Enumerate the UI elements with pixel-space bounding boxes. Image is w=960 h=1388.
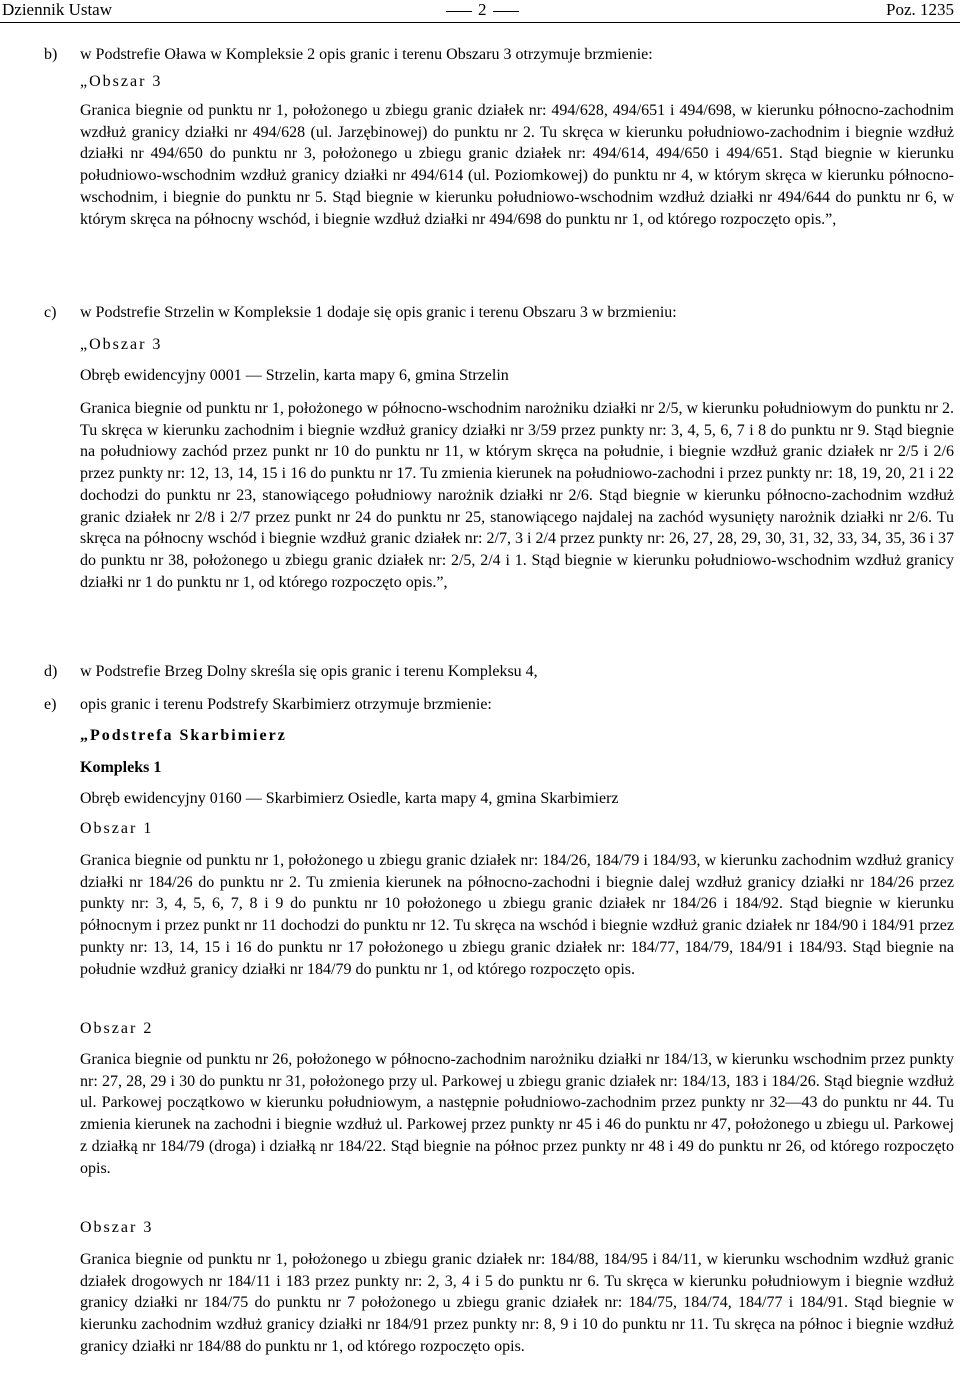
area-1-paragraph: Granica biegnie od punktu nr 1, położonego u zbiegu granic działek nr: 184/26, 184/79 i 184/93, w kierunku zachodnim wzdłuż granicy działki nr 184/26 do punktu nr 2. Tu zmienia kierunek na północno-zachodni i biegnie dalej wzdłuż granicy działki nr 184/26 przez punkty nr: 3, 4, 5, 6, 7, 8 i 9 do punktu nr 10 położonego u zbiegu granic działek nr 184/26 i 184/92. Stąd biegnie w kierunku północnym i przez punkt nr 11 dochodzi do punktu nr 12. Tu skręca na wschód i biegnie wzdłuż granic działek nr 184/90 i 184/91 przez punkty nr: 13, 14, 15 i 16 do punktu nr 17 położonego u zbiegu granic działek nr: 184/77, 184/79, 184/91 i 184/93. Stąd biegnie na południe wzdłuż granicy działki nr 184/79 do punktu nr 1, od którego rozpoczęto opis. (80, 852, 954, 978)
item-e-precinct: Obręb ewidencyjny 0160 — Skarbimierz Osiedle, karta mapy 4, gmina Skarbimierz (80, 790, 619, 807)
item-e-heading: „Podstrefa Skarbimierz (80, 727, 287, 744)
item-e-marker: e) (44, 696, 57, 713)
item-b-heading: „Obszar 3 (80, 73, 163, 90)
item-b-marker: b) (44, 46, 58, 63)
area-3-title: Obszar 3 (80, 1219, 154, 1236)
area-2-paragraph: Granica biegnie od punktu nr 26, położonego w północno-zachodnim narożniku działki nr 184/13, w kierunku wschodnim przez punkty nr: 27, 28, 29 i 30 do punktu nr 31, położonego przy ul. Parkowej u zbiegu granic działek nr: 184/13, 183 i 184/26. Stąd biegnie wzdłuż ul. Parkowej początkowo w kierunku południowym, a następnie południowo-zachodnim przez punkty nr 32—43 do punktu nr 44. Tu zmienia kierunek na zachodni i biegnie wzdłuż ul. Parkowej przez punkty nr 45 i 46 do punktu nr 47, położonego u zbiegu ul. Parkowej z działką nr 184/79 (droga) i działką nr 184/22. Stąd biegnie na północ przez punkty nr 48 i 49 do punktu nr 26, od którego rozpoczęto opis. (80, 1051, 954, 1177)
item-b-lead: w Podstrefie Oława w Kompleksie 2 opis granic i terenu Obszaru 3 otrzymuje brzmienie: (80, 46, 653, 63)
header-rule (0, 22, 960, 23)
area-1-title: Obszar 1 (80, 820, 154, 837)
position-number: Poz. 1235 (886, 0, 954, 19)
item-e-complex: Kompleks 1 (80, 759, 162, 776)
item-b-paragraph: Granica biegnie od punktu nr 1, położonego u zbiegu granic działek nr: 494/628, 494/651 i 494/698, w kierunku północno-zachodnim wzdłuż granicy działki nr 494/628 (ul. Jarzębinowej) do punktu nr 2. Tu skręca w kierunku południowo-zachodnim i biegnie wzdłuż działki nr 494/650 do punktu nr 3, położonego u zbiegu granic działek nr: 494/614, 494/650 i 494/651. Stąd biegnie w kierunku południowo-wschodnim wzdłuż granicy działki nr 494/614 (ul. Poziomkowej) do punktu nr 4, w którym skręca w kierunku północno-wschodnim, i biegnie do punktu nr 5. Stąd biegnie w kierunku południowo-wschodnim wzdłuż działki nr 494/644 do punktu nr 6, w którym skręca na północny wschód, i biegnie wzdłuż działki nr 494/698 do punktu nr 1, od którego rozpoczęto opis.”, (80, 102, 954, 228)
item-c-marker: c) (44, 304, 57, 321)
page-header (0, 0, 960, 22)
area-2-title: Obszar 2 (80, 1020, 154, 1037)
item-d-lead: w Podstrefie Brzeg Dolny skreśla się opis granic i terenu Kompleksu 4, (80, 663, 538, 680)
item-c-paragraph: Granica biegnie od punktu nr 1, położonego w północno-wschodnim narożniku działki nr 2/5, w kierunku południowym do punktu nr 2. Tu skręca w kierunku zachodnim i biegnie wzdłuż granicy działki nr 3/59 przez punkty nr: 3, 4, 5, 6, 7 i 8 do punktu nr 9. Stąd biegnie na południowy zachód przez punkt nr 10 do punktu nr 11, w którym skręca na południe, i biegnie wzdłuż granic działek nr 2/5 i 2/6 przez punkty nr: 12, 13, 14, 15 i 16 do punktu nr 17. Tu zmienia kierunek na południowo-zachodni i przez punkty nr: 18, 19, 20, 21 i 22 dochodzi do punktu nr 23, stanowiącego południowy narożnik działki nr 2/6. Stąd biegnie w kierunku północno-zachodnim wzdłuż granic działek nr 2/8 i 2/7 przez punkt nr 24 do punktu nr 25, stanowiącego najdalej na zachód wysunięty narożnik działki nr 2/6. Tu skręca na północny wschód i biegnie wzdłuż granic działek nr: 2/7, 3 i 2/4 przez punkty nr: 26, 27, 28, 29, 30, 31, 32, 33, 34, 35, 36 i 37 do punktu nr 38, położonego u zbiegu granic działek nr: 2/5, 2/4 i 1. Stąd biegnie w kierunku południowo-wschodnim wzdłuż granicy działki nr 1 do punktu nr 1, od którego rozpoczęto opis.”, (80, 400, 954, 591)
item-c-heading: „Obszar 3 (80, 336, 163, 353)
journal-title: Dziennik Ustaw (2, 0, 113, 19)
item-c-lead: w Podstrefie Strzelin w Kompleksie 1 dodaje się opis granic i terenu Obszaru 3 w brzmieniu: (80, 304, 677, 321)
page-number: 2 (440, 0, 525, 20)
item-c-precinct: Obręb ewidencyjny 0001 — Strzelin, karta mapy 6, gmina Strzelin (80, 367, 509, 384)
area-3-paragraph: Granica biegnie od punktu nr 1, położonego u zbiegu granic działek nr: 184/88, 184/95 i 84/11, w kierunku wschodnim wzdłuż granic działek drogowych nr 184/11 i 183 przez punkty nr: 2, 3, 4 i 5 do punktu nr 6. Tu skręca w kierunku południowym i biegnie wzdłuż granicy działki nr 184/75 do punktu nr 7 położonego u zbiegu granic działek nr: 184/75, 184/74, 184/77 i 184/91. Stąd biegnie w kierunku zachodnim wzdłuż granicy działki nr 184/91 przez punkty nr: 8, 9 i 10 do punktu nr 11. Tu skręca na północ i biegnie wzdłuż granicy działki nr 184/88 do punktu nr 1, od którego rozpoczęto opis. (80, 1251, 954, 1355)
item-e-lead: opis granic i terenu Podstrefy Skarbimierz otrzymuje brzmienie: (80, 696, 492, 713)
item-d-marker: d) (44, 663, 58, 680)
